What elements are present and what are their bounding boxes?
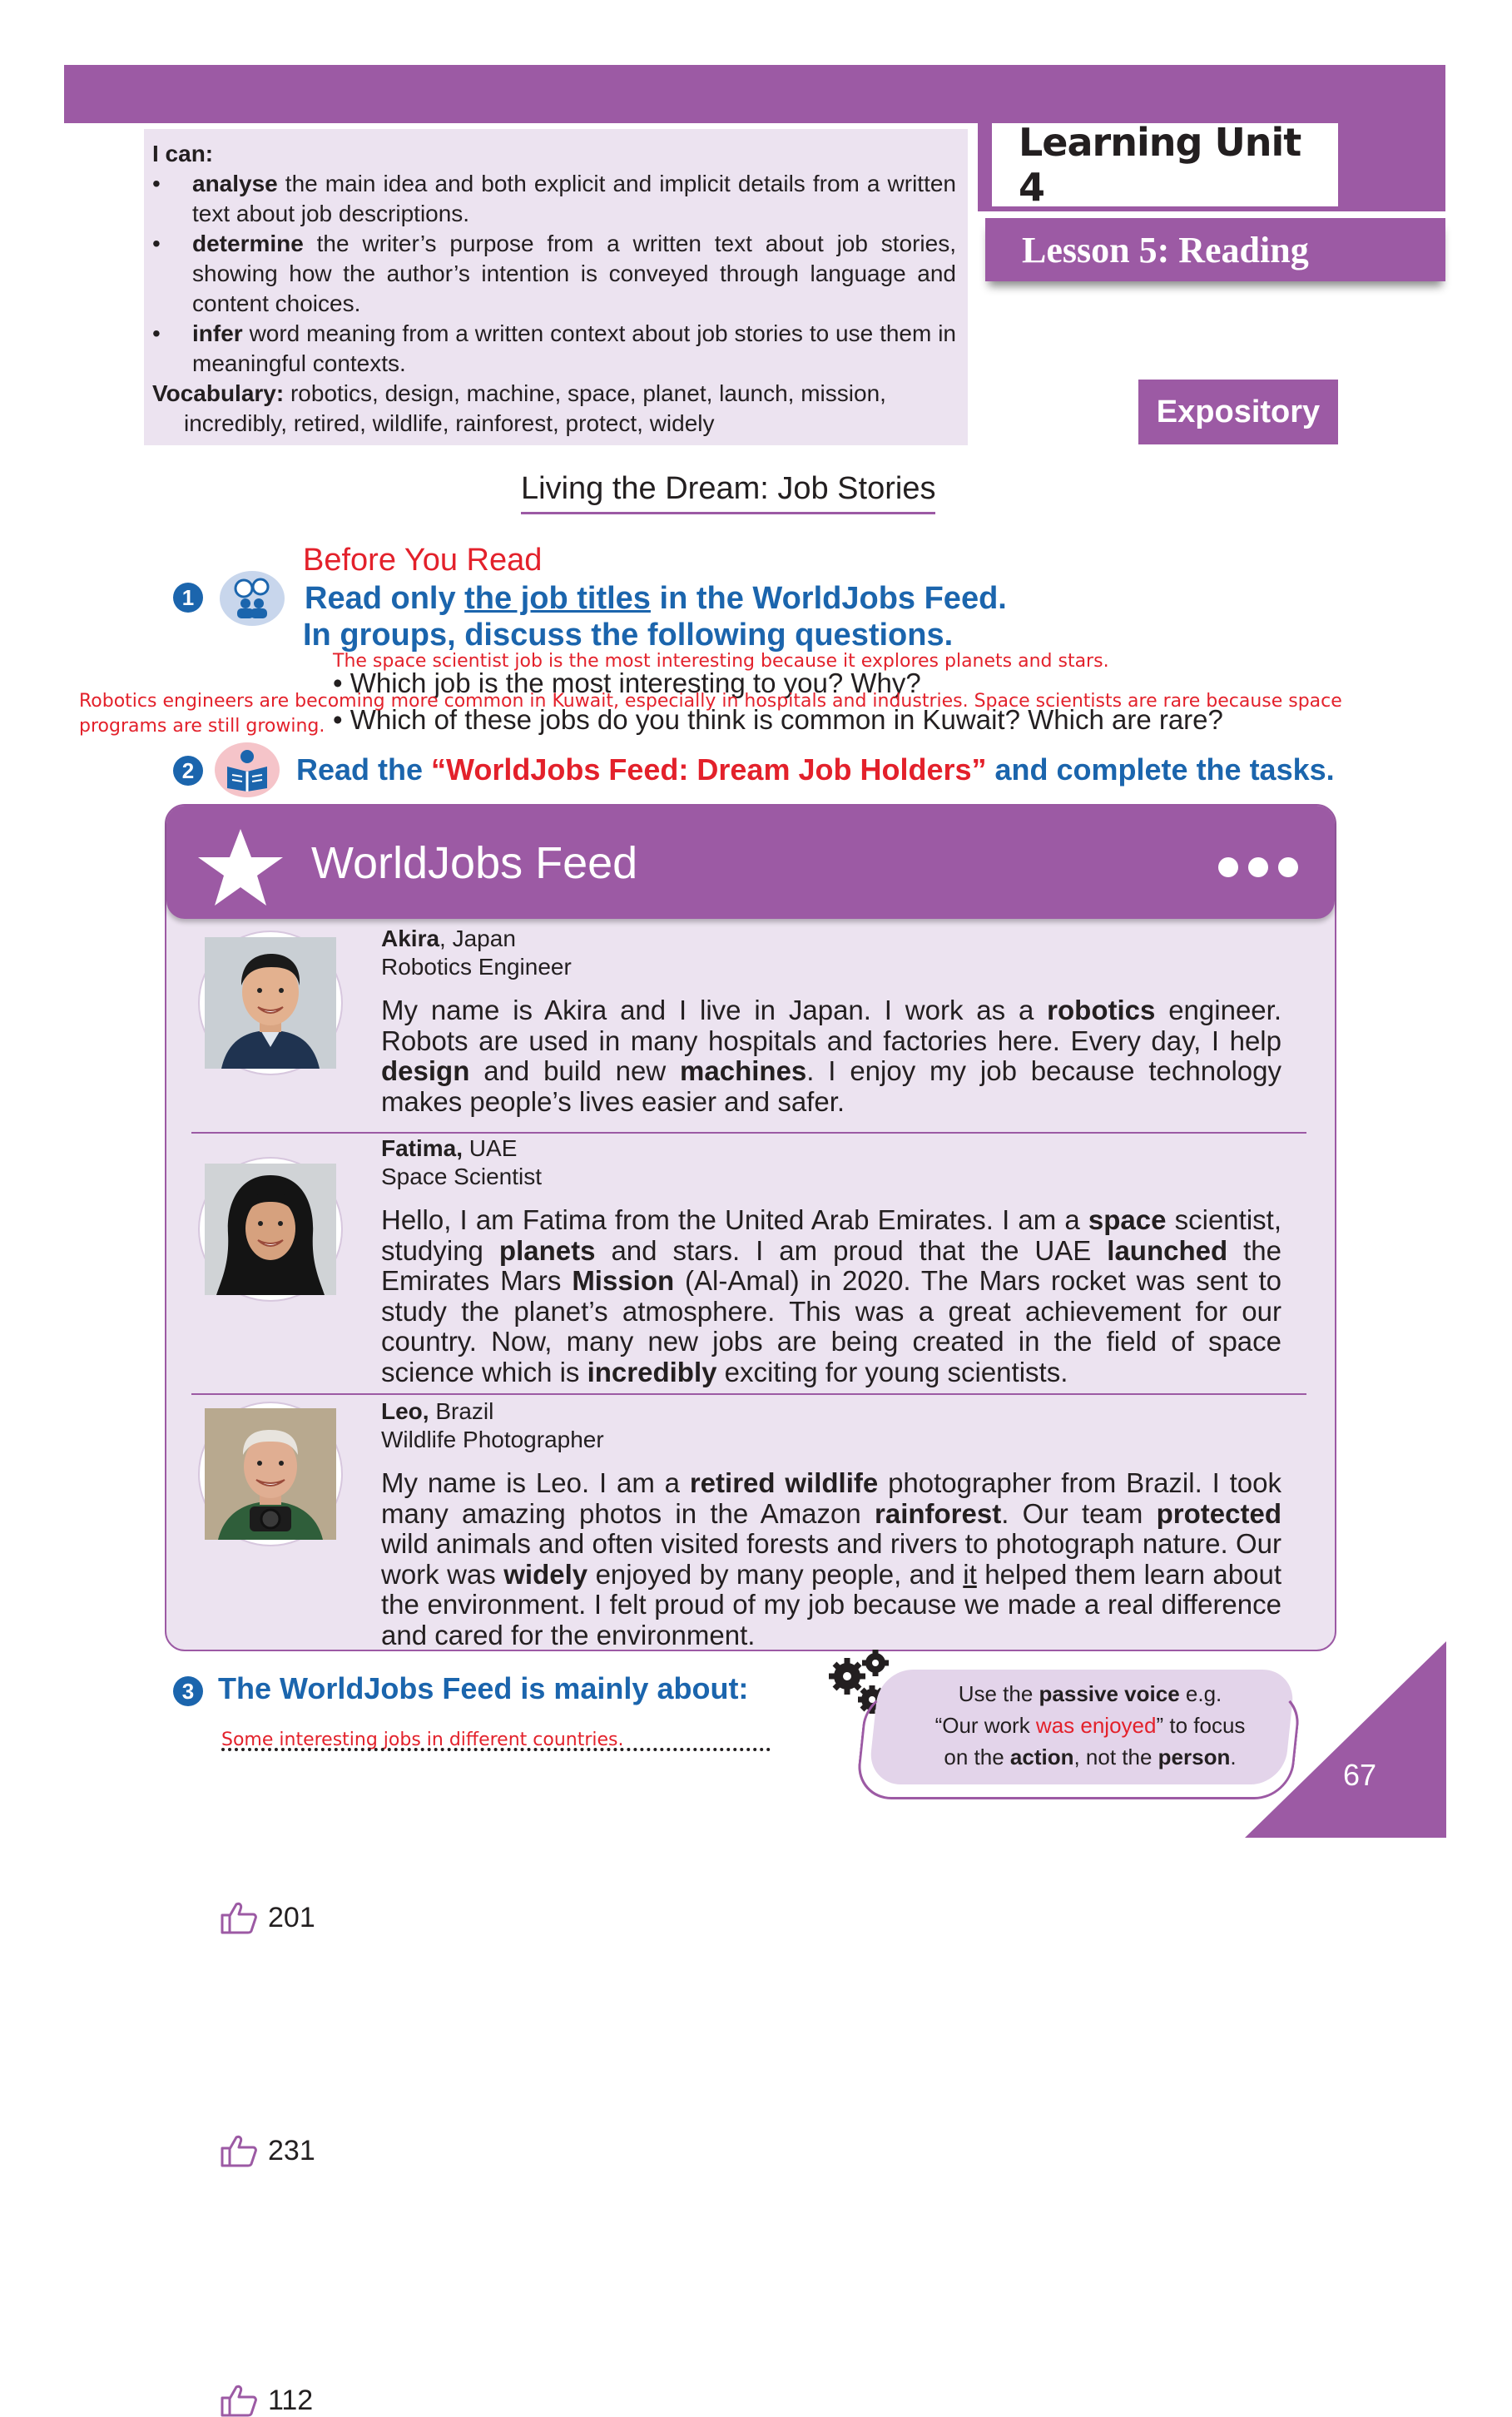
vocab-word: incredibly: [587, 1356, 717, 1387]
task-number-3: 3: [173, 1676, 203, 1706]
learning-unit-label: Learning Unit 4: [985, 123, 1338, 206]
vocab-word: Mission: [572, 1265, 675, 1296]
post-text: [381, 995, 1281, 1117]
post-job-title: Wildlife Photographer: [381, 1427, 604, 1452]
post-text-segment: My name is Akira and I live in Japan. I work as a: [381, 995, 1048, 1025]
thumbs-up-icon: [220, 2384, 258, 2417]
vocab-word: launched: [1107, 1234, 1228, 1266]
post-text-segment: . Our team: [1001, 1497, 1157, 1529]
i-can-label: I can:: [152, 141, 214, 166]
vocab-word: machines: [680, 1055, 807, 1086]
like-counter[interactable]: 112: [220, 2384, 313, 2417]
learning-objectives: [144, 129, 968, 445]
vocab-word: widely: [503, 1558, 588, 1590]
page-number: 67: [1343, 1758, 1377, 1792]
task3-answer: Some interesting jobs in different countries.: [221, 1730, 624, 1750]
post-text: [381, 1205, 1281, 1387]
thumbs-up-icon: [220, 1901, 258, 1934]
thumbs-up-icon: [220, 2134, 258, 2167]
post-text-segment: . I enjoy my job because technology makes people’s lives easier and safer.: [381, 1055, 1281, 1117]
post-text-segment: and build new: [469, 1055, 681, 1086]
post-job-title: Robotics Engineer: [381, 954, 572, 980]
objective-item: • analyse the main idea and both explicit and implicit details from a written text about job descriptions.: [152, 169, 956, 229]
avatar: [200, 932, 341, 1074]
post-text-segment: wild animals and often visited forests and rivers to photograph nature. Our work was: [381, 1528, 1281, 1590]
post-author: Fatima, UAE: [381, 1135, 518, 1161]
post-text-segment: My name is Leo. I am a: [381, 1467, 690, 1498]
task1-instruction-2: In groups, discuss the following questions.: [303, 618, 954, 653]
objective-item: • determine the writer’s purpose from a written text about job stories, showing how the author’s intention is conveyed through language and content choices.: [152, 229, 956, 319]
page-title: Living the Dream: Job Stories: [521, 471, 935, 514]
vocab-word: design: [381, 1055, 470, 1086]
post-text-segment: engineer. Robots are used in many hospitals and factories here. Every day, I help: [381, 995, 1281, 1056]
vocab-word: rainforest: [875, 1497, 1002, 1529]
vocabulary-list: Vocabulary: robotics, design, machine, space, planet, launch, mission, incredibly, retired, wildlife, rainforest, protect, widely: [152, 380, 886, 436]
vocabulary-label: Vocabulary:: [152, 380, 285, 406]
feed-header: [166, 806, 1335, 919]
vocab-word: robotics: [1047, 995, 1156, 1025]
post-text-segment: scientist, studying: [381, 1204, 1281, 1266]
divider: [191, 1132, 1306, 1134]
grammar-tip: [857, 1661, 1290, 1803]
post-text-segment: Hello, I am Fatima from the United Arab Emirates. I am a: [381, 1204, 1088, 1235]
post-text-segment: (Al-Amal) in 2020. The Mars rocket was sent to study the planet’s atmosphere. This was a great achievement for our country. Now, many new jobs are being created in the field of space science which is: [381, 1265, 1281, 1387]
post-job-title: Space Scientist: [381, 1164, 542, 1189]
vocab-word: retired wildlife: [689, 1467, 879, 1498]
vocab-word: space: [1088, 1204, 1167, 1235]
genre-badge: Expository: [1138, 380, 1338, 444]
post-text-segment: and stars. I am proud that the UAE: [595, 1234, 1108, 1266]
post-author: Akira, Japan: [381, 926, 516, 951]
grammar-tip-text: Use the passive voice e.g. “Our work was enjoyed” to focus on the action, not the person.: [934, 1681, 1246, 1769]
underlined-word: it: [963, 1558, 977, 1590]
objective-item: • infer word meaning from a written context about job stories to use them in meaningful contexts.: [152, 319, 956, 379]
objectives-list: [152, 169, 956, 379]
task3-instruction: The WorldJobs Feed is mainly about:: [218, 1671, 749, 1705]
divider: [191, 1393, 1306, 1395]
top-banner: [64, 65, 1445, 123]
post-text-segment: photographer from Brazil. I took many amazing photos in the Amazon: [381, 1467, 1281, 1529]
before-you-read-heading: Before You Read: [303, 543, 543, 578]
answer-1: The space scientist job is the most interesting because it explores planets and stars.: [333, 651, 1109, 672]
post-text-segment: helped them learn about the environment. I felt proud of my job because we made a real difference and cared for the environment.: [381, 1558, 1281, 1650]
post-text-segment: enjoyed by many people, and: [587, 1558, 964, 1590]
like-counter[interactable]: 201: [220, 1901, 315, 1934]
post-text: [381, 1468, 1281, 1650]
task2-instruction: Read the “WorldJobs Feed: Dream Job Holders” and complete the tasks.: [296, 752, 1335, 787]
post-text-segment: the Emirates Mars: [381, 1234, 1282, 1296]
question-1: • Which job is the most interesting to you? Why?: [333, 668, 921, 698]
avatar: [200, 1403, 341, 1545]
vocab-word: protected: [1156, 1497, 1281, 1529]
star-icon: [196, 827, 285, 907]
post-author: Leo, Brazil: [381, 1398, 494, 1424]
more-options-icon[interactable]: [1218, 857, 1298, 877]
task-number-2: 2: [173, 756, 203, 786]
answer-2: Robotics engineers are becoming more common in Kuwait, especially in hospitals and industries. Space scientists are rare because space programs are still growing.: [79, 691, 1342, 737]
vocab-word: planets: [498, 1234, 596, 1266]
task-number-1: 1: [173, 583, 203, 613]
lesson-label: Lesson 5: Reading: [985, 218, 1445, 281]
feed-title: WorldJobs Feed: [311, 838, 638, 888]
task1-instruction: Read only the job titles in the WorldJobs Feed.: [305, 581, 1007, 616]
avatar: [200, 1159, 341, 1300]
post-text-segment: exciting for young scientists.: [716, 1356, 1068, 1387]
reading-icon: [215, 742, 280, 797]
answer-line: [221, 1748, 771, 1751]
like-counter[interactable]: 231: [220, 2134, 315, 2167]
discussion-icon: [220, 571, 285, 626]
question-2: • Which of these jobs do you think is common in Kuwait? Which are rare?: [333, 704, 1223, 735]
